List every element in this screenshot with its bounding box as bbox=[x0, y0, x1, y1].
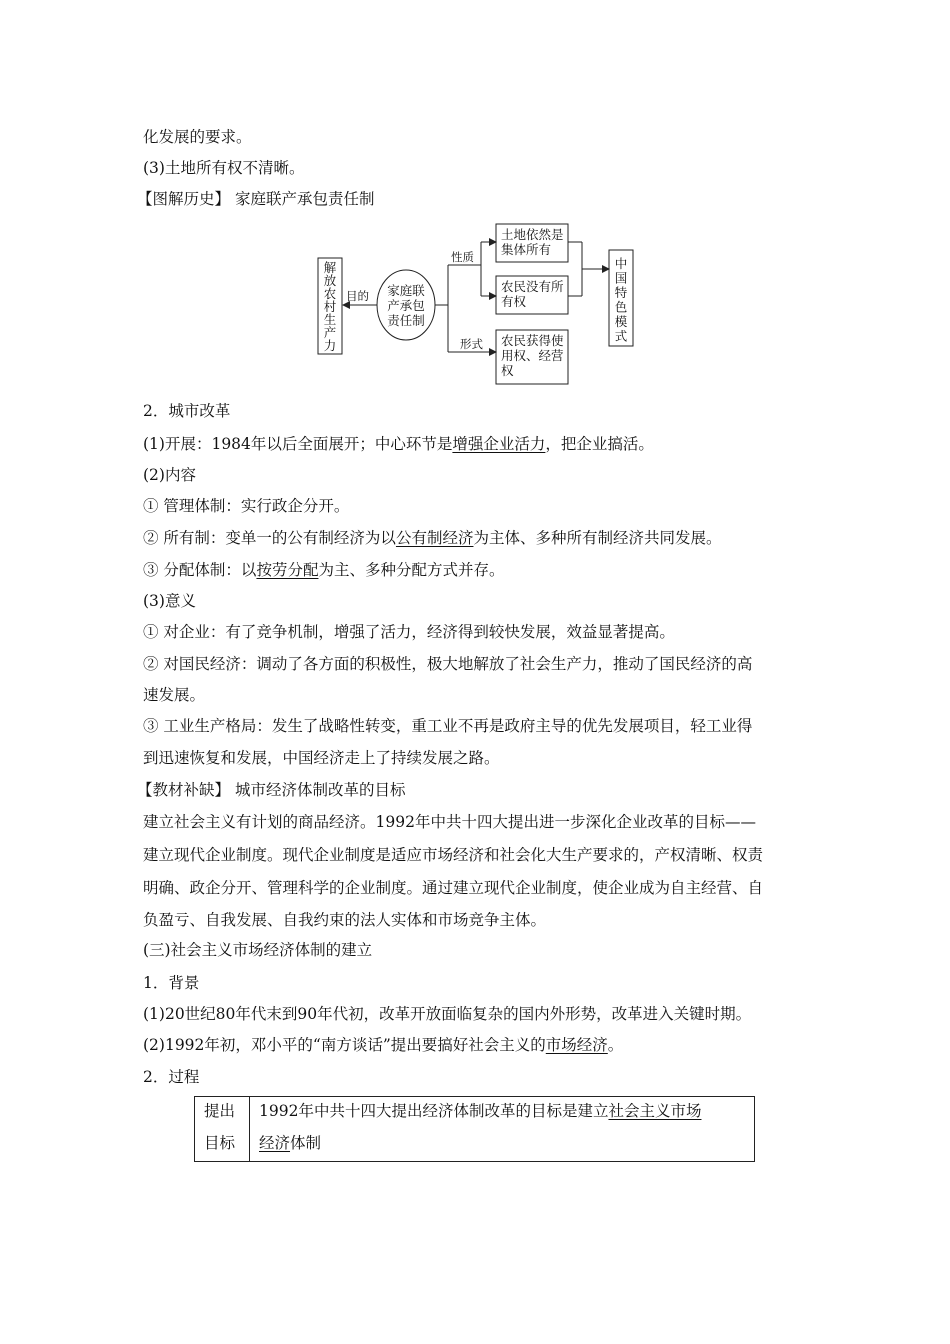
section-heading: 2．城市改革 bbox=[143, 402, 231, 420]
text-span: 。 bbox=[607, 1036, 624, 1054]
text-line: 建立现代企业制度。现代企业制度是适应市场经济和社会化大生产要求的，产权清晰、权责 bbox=[143, 846, 764, 864]
underlined-term: 公有制经济 bbox=[395, 529, 474, 547]
table-header-line: 目标 bbox=[204, 1134, 236, 1152]
table-cell-line bbox=[259, 1101, 701, 1121]
section-heading: 2．过程 bbox=[143, 1068, 200, 1086]
text-line: (3)土地所有权不清晰。 bbox=[143, 159, 305, 177]
center-text-line: 家庭联 bbox=[387, 283, 425, 298]
box-text-line: 农民没有所 bbox=[501, 279, 564, 294]
box-text-line: 有权 bbox=[501, 294, 527, 309]
box-text-line: 农民获得使 bbox=[501, 333, 564, 348]
section-heading bbox=[137, 189, 374, 209]
left-box-char: 产 bbox=[323, 325, 337, 340]
text-line: ① 管理体制：实行政企分开。 bbox=[143, 497, 350, 515]
text-span: (1)开展：1984年以后全面展开；中心环节是 bbox=[143, 435, 453, 453]
text-line: (2)内容 bbox=[143, 466, 196, 484]
purpose-label: 目的 bbox=[346, 289, 369, 303]
process-table bbox=[194, 1096, 755, 1162]
center-circle bbox=[377, 270, 435, 340]
text-line: (1)20世纪80年代末到90年代初，改革开放面临复杂的国内外形势，改革进入关键时期。 bbox=[143, 1005, 752, 1023]
text-line: 到迅速恢复和发展，中国经济走上了持续发展之路。 bbox=[143, 749, 500, 767]
section-title: 家庭联产承包责任制 bbox=[234, 190, 375, 208]
text-span: ，把企业搞活。 bbox=[545, 435, 654, 453]
text-line bbox=[143, 528, 721, 548]
text-line: 明确、政企分开、管理科学的企业制度。通过建立现代企业制度，使企业成为自主经营、自 bbox=[143, 879, 764, 897]
text-line: 负盈亏、自我发展、自我约束的法人实体和市场竞争主体。 bbox=[143, 911, 547, 929]
text-line: 速发展。 bbox=[143, 686, 206, 704]
underlined-term: 增强企业活力 bbox=[452, 435, 546, 453]
box-no-ownership bbox=[496, 276, 568, 314]
nature-label: 性质 bbox=[451, 250, 474, 264]
left-box-char: 生 bbox=[323, 312, 337, 327]
text-span: 1992年中共十四大提出经济体制改革的目标是建立 bbox=[259, 1102, 609, 1120]
text-line bbox=[143, 560, 504, 580]
left-box-char: 农 bbox=[323, 286, 337, 301]
left-box-char: 力 bbox=[323, 338, 337, 353]
underlined-term: 按劳分配 bbox=[256, 561, 319, 579]
center-text-line: 责任制 bbox=[387, 313, 425, 328]
form-label: 形式 bbox=[460, 337, 483, 351]
left-box-char: 村 bbox=[323, 299, 337, 314]
underlined-term: 市场经济 bbox=[545, 1036, 608, 1054]
section-tag: 【图解历史】 bbox=[137, 190, 231, 208]
table-cell-line bbox=[259, 1133, 321, 1153]
section-tag: 【教材补缺】 bbox=[137, 781, 231, 799]
right-box bbox=[609, 250, 633, 346]
left-box-char: 放 bbox=[323, 273, 337, 288]
underlined-term: 经济 bbox=[259, 1134, 291, 1152]
left-box-char: 解 bbox=[323, 260, 337, 275]
text-span: 体制 bbox=[290, 1134, 322, 1152]
box-collective bbox=[496, 224, 568, 262]
box-text-line: 权 bbox=[501, 363, 514, 378]
text-span: 为主体、多种所有制经济共同发展。 bbox=[473, 529, 722, 547]
table-header-cell bbox=[195, 1097, 250, 1161]
right-box-char: 模 bbox=[614, 314, 628, 329]
section-heading bbox=[137, 780, 405, 800]
text-span: 为主、多种分配方式并存。 bbox=[318, 561, 505, 579]
underlined-term: 社会主义市场 bbox=[608, 1102, 702, 1120]
right-box-char: 特 bbox=[614, 285, 628, 300]
box-text-line: 土地依然是 bbox=[501, 227, 564, 242]
section-title: 城市经济体制改革的目标 bbox=[234, 781, 406, 799]
text-line: 建立社会主义有计划的商品经济。1992年中共十四大提出进一步深化企业改革的目标—— bbox=[143, 813, 756, 831]
right-box-char: 中 bbox=[614, 256, 628, 271]
text-span: ③ 分配体制：以 bbox=[143, 561, 257, 579]
section-heading: 1．背景 bbox=[143, 974, 200, 992]
left-box bbox=[318, 258, 342, 354]
text-line: (3)意义 bbox=[143, 592, 196, 610]
text-line: ① 对企业：有了竞争机制，增强了活力，经济得到较快发展，效益显著提高。 bbox=[143, 623, 675, 641]
text-span: ② 所有制：变单一的公有制经济为以 bbox=[143, 529, 396, 547]
text-line: ③ 工业生产格局：发生了战略性转变，重工业不再是政府主导的优先发展项目，轻工业得 bbox=[143, 717, 753, 735]
box-text-line: 集体所有 bbox=[501, 242, 552, 257]
right-box-char: 国 bbox=[614, 270, 628, 286]
text-span: (2)1992年初，邓小平的“南方谈话”提出要搞好社会主义的 bbox=[143, 1036, 546, 1054]
right-box-char: 色 bbox=[614, 299, 628, 315]
box-use-rights bbox=[496, 330, 568, 384]
right-box-char: 式 bbox=[614, 328, 628, 344]
table-header-line: 提出 bbox=[204, 1102, 236, 1120]
box-text-line: 用权、经营 bbox=[501, 348, 564, 363]
text-line bbox=[143, 1035, 623, 1055]
section-heading: (三)社会主义市场经济体制的建立 bbox=[143, 941, 373, 959]
text-line: ② 对国民经济：调动了各方面的积极性，极大地解放了社会生产力，推动了国民经济的高 bbox=[143, 655, 753, 673]
text-line bbox=[143, 434, 654, 454]
text-line: 化发展的要求。 bbox=[143, 128, 252, 146]
center-text-line: 产承包 bbox=[387, 298, 425, 313]
